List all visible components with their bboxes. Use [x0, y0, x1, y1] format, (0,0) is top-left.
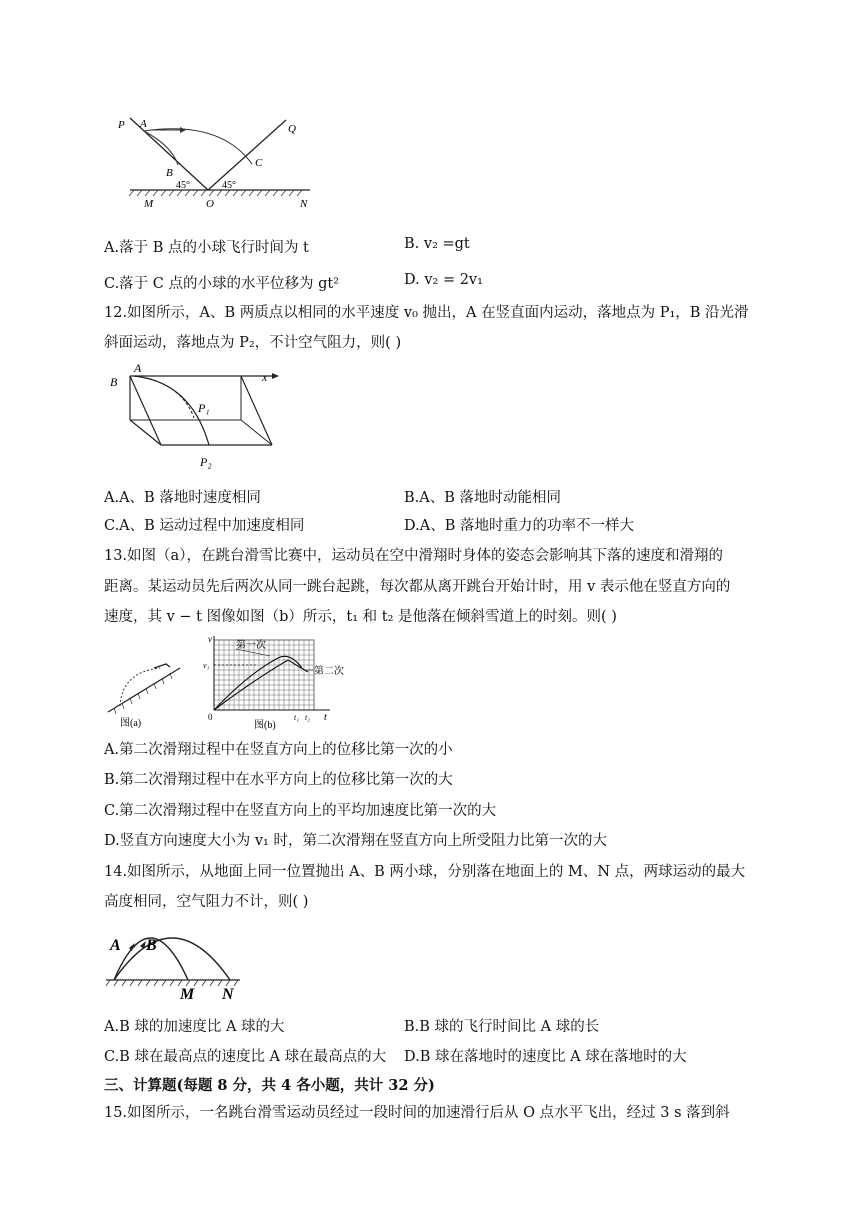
q11-option-d: D. v₂ = 2v₁ — [404, 272, 483, 288]
q13-stem-line2: 距离。某运动员先后两次从同一跳台起跳，每次都从离开跳台开始计时，用 v 表示他在竖直方向的 — [104, 579, 731, 595]
label-v1: v₁ — [203, 661, 210, 670]
label-P1: P₁ — [198, 401, 210, 415]
q13-option-a: A.第二次滑翔过程中在竖直方向上的位移比第一次的小 — [104, 742, 453, 758]
label-A: A — [134, 361, 142, 375]
label-B: B — [146, 937, 157, 954]
q12-option-b: B.A、B 落地时动能相同 — [404, 490, 561, 506]
label-x: x — [262, 370, 268, 384]
q11-option-b: B. v₂ =gt — [404, 236, 470, 252]
q13-option-d: D.竖直方向速度大小为 v₁ 时，第二次滑翔在竖直方向上所受阻力比第一次的大 — [104, 833, 607, 849]
q12-stem-line2: 斜面运动，落地点为 P₂，不计空气阻力，则( ) — [104, 335, 402, 351]
q11-option-a: A.落于 B 点的小球飞行时间为 t — [104, 240, 309, 256]
trajectory-b — [114, 938, 230, 980]
label-A: A — [110, 937, 121, 954]
label-first: 第一次 — [236, 640, 266, 651]
axis-t: t — [324, 712, 327, 723]
figure-q14 — [104, 918, 244, 1002]
q13-option-c: C.第二次滑翔过程中在竖直方向上的平均加速度比第一次的大 — [104, 803, 497, 819]
label-N: N — [300, 198, 308, 210]
label-P: P — [118, 119, 125, 131]
q14-stem-line1: 14.如图所示，从地面上同一位置抛出 A、B 两小球，分别落在地面上的 M、N 点，两球运动的最大 — [104, 864, 746, 880]
section-heading: 三、计算题(每题 8 分，共 4 各小题，共计 32 分) — [104, 1077, 435, 1094]
path-a — [134, 376, 194, 418]
label-M: M — [180, 986, 195, 1003]
incline-right — [208, 120, 286, 190]
q14-option-d: D.B 球在落地时的速度比 A 球在落地时的大 — [404, 1049, 687, 1065]
label-C: C — [255, 157, 263, 169]
origin-zero: 0 — [208, 712, 213, 722]
q14-option-a: A.B 球的加速度比 A 球的大 — [104, 1019, 285, 1035]
q14-option-b: B.B 球的飞行时间比 A 球的长 — [404, 1019, 600, 1035]
q11-option-c: C.落于 C 点的小球的水平位移为 gt² — [104, 276, 340, 292]
angle-left: 45° — [176, 180, 190, 191]
q14-stem-line2: 高度相同，空气阻力不计，则( ) — [104, 894, 309, 910]
q13-stem-line3: 速度，其 v − t 图像如图（b）所示，t₁ 和 t₂ 是他落在倾斜雪道上的时刻。则( ) — [104, 609, 617, 625]
figure-q13-b — [198, 634, 344, 731]
figure-q11 — [110, 110, 320, 210]
q12-option-c: C.A、B 运动过程中加速度相同 — [104, 518, 305, 534]
label-A: A — [140, 118, 147, 130]
label-t2: t₂ — [305, 713, 311, 722]
label-t1: t₁ — [294, 713, 300, 722]
caption-b: 图(b) — [254, 720, 276, 731]
label-Q: Q — [288, 123, 296, 135]
q13-stem-line1: 13.如图（a），在跳台滑雪比赛中，运动员在空中滑翔时身体的姿态会影响其下落的速度和滑翔的 — [104, 548, 723, 564]
axis-v: v — [208, 634, 212, 644]
angle-right: 45° — [222, 180, 236, 191]
q14-option-c: C.B 球在最高点的速度比 A 球在最高点的大 — [104, 1049, 387, 1065]
figure-q12 — [106, 360, 286, 475]
caption-a: 图(a) — [120, 718, 142, 729]
label-M: M — [144, 198, 154, 210]
figure-q13-a — [104, 654, 188, 730]
q12-option-d: D.A、B 落地时重力的功率不一样大 — [404, 518, 634, 534]
label-second: 第二次 — [314, 666, 344, 677]
q13-option-b: B.第二次滑翔过程中在水平方向上的位移比第一次的大 — [104, 772, 453, 788]
q12-stem-line1: 12.如图所示，A、B 两质点以相同的水平速度 v₀ 抛出，A 在竖直面内运动，落地点为 P₁，B 沿光滑 — [104, 305, 749, 321]
q12-option-a: A.A、B 落地时速度相同 — [104, 490, 261, 506]
label-P2: P₂ — [200, 455, 212, 469]
label-B: B — [166, 167, 173, 179]
q15-stem-line1: 15.如图所示，一名跳台滑雪运动员经过一段时间的加速滑行后从 O 点水平飞出，经过 3 s 落到斜 — [104, 1105, 730, 1121]
label-O: O — [206, 198, 214, 210]
label-N: N — [222, 986, 234, 1003]
label-B: B — [110, 375, 118, 389]
